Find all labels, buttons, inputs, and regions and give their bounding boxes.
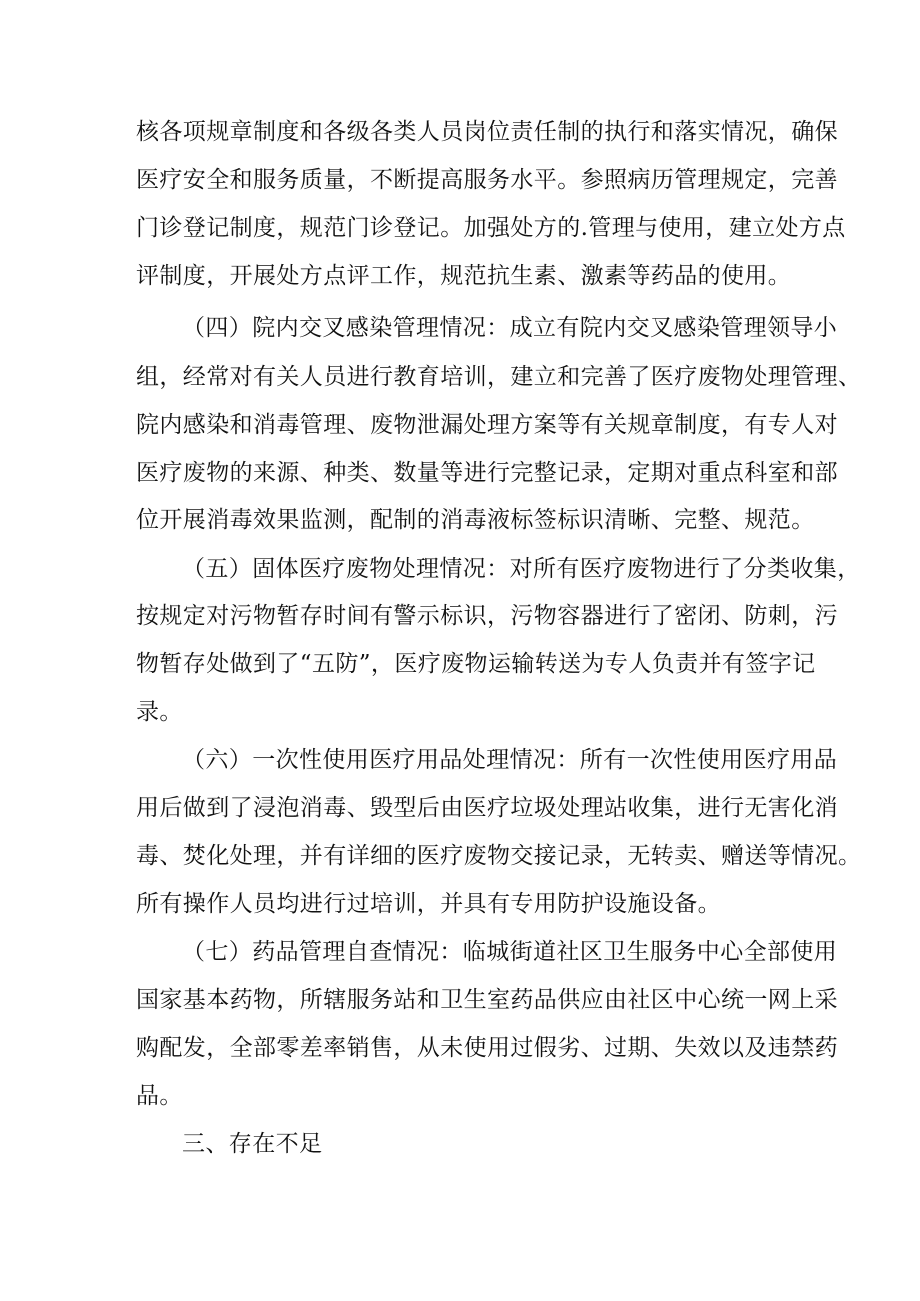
- text-line: 位开展消毒效果监测，配制的消毒液标签标识清晰、完整、规范。: [136, 507, 815, 533]
- text-line: 医疗废物的来源、种类、数量等进行完整记录，定期对重点科室和部: [136, 460, 838, 486]
- text-line: 按规定对污物暂存时间有警示标识，污物容器进行了密闭、防刺，污: [136, 603, 838, 629]
- text-line: 购配发，全部零差率销售，从未使用过假劣、过期、失效以及违禁药: [136, 1035, 838, 1061]
- text-line: 组，经常对有关人员进行教育培训，建立和完善了医疗废物处理管理、: [136, 364, 862, 390]
- text-line: 院内感染和消毒管理、废物泄漏处理方案等有关规章制度，有专人对: [136, 412, 838, 438]
- text-line: 品。: [136, 1083, 183, 1109]
- paragraph-four-start: （四）院内交叉感染管理情况：成立有院内交叉感染管理领导小: [182, 315, 838, 341]
- paragraph-six-start: （六）一次性使用医疗用品处理情况：所有一次性使用医疗用品: [182, 747, 838, 773]
- text-line: 毒、焚化处理，并有详细的医疗废物交接记录，无转卖、赠送等情况。: [136, 843, 862, 869]
- text-line: 所有操作人员均进行过培训，并具有专用防护设施设备。: [136, 891, 721, 917]
- text-line: 物暂存处做到了“五防”，医疗废物运输转送为专人负责并有签字记: [136, 651, 816, 677]
- section-heading: 三、存在不足: [182, 1131, 323, 1157]
- paragraph-seven-start: （七）药品管理自查情况：临城街道社区卫生服务中心全部使用: [182, 939, 838, 965]
- text-line: 门诊登记制度，规范门诊登记。加强处方的.管理与使用，建立处方点: [136, 215, 846, 241]
- text-line: 医疗安全和服务质量，不断提高服务水平。参照病历管理规定，完善: [136, 167, 838, 193]
- text-line: 国家基本药物，所辖服务站和卫生室药品供应由社区中心统一网上采: [136, 987, 838, 1013]
- paragraph-five-start: （五）固体医疗废物处理情况：对所有医疗废物进行了分类收集，: [182, 556, 861, 582]
- text-line: 用后做到了浸泡消毒、毁型后由医疗垃圾处理站收集，进行无害化消: [136, 795, 838, 821]
- text-line: 录。: [136, 699, 183, 725]
- text-line: 评制度，开展处方点评工作，规范抗生素、激素等药品的使用。: [136, 263, 792, 289]
- text-line: 核各项规章制度和各级各类人员岗位责任制的执行和落实情况，确保: [136, 119, 838, 145]
